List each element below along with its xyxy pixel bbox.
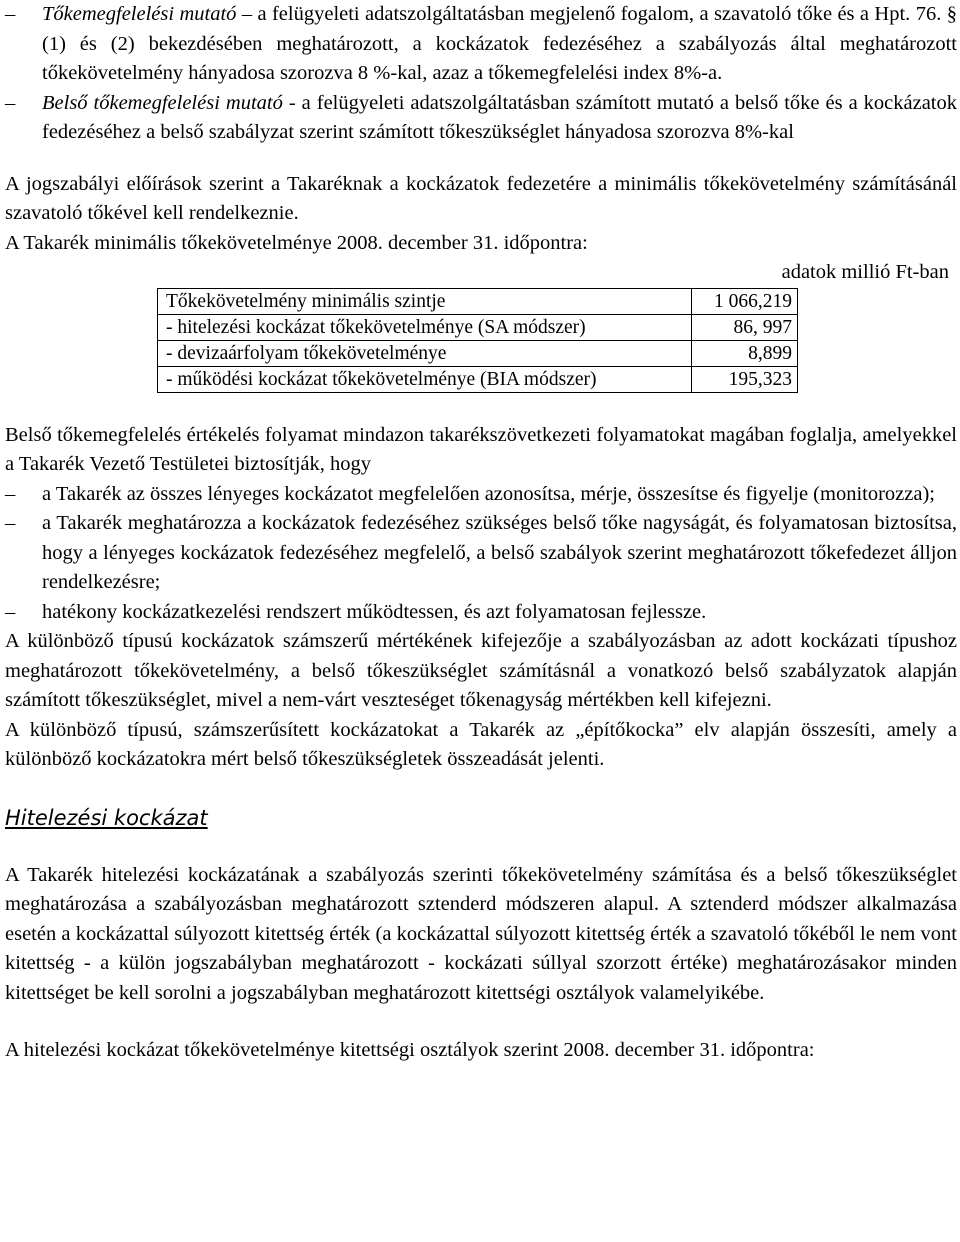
dash-bullet: –: [5, 600, 16, 623]
list-item-text: hatékony kockázatkezelési rendszert működtessen, és azt folyamatosan fejlessze.: [42, 600, 707, 623]
dash-bullet: –: [5, 3, 16, 25]
dash-bullet: –: [5, 482, 16, 505]
credit-risk-paragraph: A Takarék hitelezési kockázatának a szabályozás szerinti tőkekövetelmény számítása és a belső tőkeszükséglet meghatározása a szabályozásban meghatározott sztenderd módszeren alapul. A sztenderd módszer alkalmazása esetén a kockázattal súlyozott kitettség érték (a kockázattal súlyozott kitettség érték a szavatoló tőkéből le nem vont kitettség - a külön jogszabályban meghatározott - kockázati súllyal szorzott értéke) meghatározásakor minden kitettséget be kell sorolni a jogszabályban meghatározott kitettségi osztályok valamelyikébe.: [5, 863, 957, 1004]
list-item: [5, 509, 957, 598]
table-row: [158, 340, 798, 366]
list-item: [5, 480, 957, 510]
unit-note: adatok millió Ft-ban: [781, 261, 949, 283]
definition-term: Belső tőkemegfelelési mutató: [42, 91, 283, 114]
table-cell-value: 195,323: [692, 366, 798, 392]
definition-text: – a felügyeleti adatszolgáltatásban megjelenő fogalom, a szavatoló tőke és a Hpt. 76. § (1) és (2) bekezdésében meghatározott, a kockázatok fedezéséhez a szabályozás által meghatározott tőkekövetelmény hányadosa szorozva 8 %-kal, azaz a tőkemegfelelési index 8%-a.: [42, 3, 957, 84]
capital-requirement-table: [157, 288, 798, 393]
definition-item: [5, 0, 957, 89]
table-row: [158, 314, 798, 340]
dash-bullet: –: [5, 512, 16, 534]
table-row: [158, 366, 798, 392]
definition-item: [5, 89, 957, 148]
table-cell-label: - devizaárfolyam tőkekövetelménye: [158, 340, 692, 366]
list-item-text: a Takarék az összes lényeges kockázatot megfelelően azonosítsa, mérje, összesítse és figyelje (monitorozza);: [42, 482, 935, 505]
list-item: [5, 598, 957, 628]
intro-paragraph: A jogszabályi előírások szerint a Takaréknak a kockázatok fedezetére a minimális tőkekövetelmény számításánál szavatoló tőkével kell rendelkeznie.: [5, 172, 957, 224]
dash-bullet: –: [5, 91, 16, 114]
risk-types-paragraph: A különböző típusú kockázatok számszerű mértékének kifejezője a szabályozásban az adott kockázati típushoz meghatározott tőkekövetelmény, a belső tőkeszükséglet számításnál a vonatkozó belső szabályzatok alapján számított tőkeszükséglet, mivel a nem-várt veszteséget tőkenagyság mértékben kell kifejezni.: [5, 630, 957, 711]
document-page: [5, 0, 957, 1066]
definition-term: Tőkemegfelelési mutató: [42, 3, 237, 25]
definition-text: - a felügyeleti adatszolgáltatásban számított mutató a belső tőke és a kockázatok fedezéséhez a belső szabályzat szerint számított tőkeszükséglet hányadosa szorozva 8%-kal: [42, 91, 958, 143]
list-item-text: a Takarék meghatározza a kockázatok fedezéséhez szükséges belső tőke nagyságát, és folyamatosan biztosítsa, hogy a lényeges kockázatok fedezéséhez megfelelő, a belső szabályok szerint meghatározott tőkefedezet álljon rendelkezésre;: [42, 512, 957, 593]
building-block-paragraph: A különböző típusú, számszerűsített kockázatokat a Takarék az „építőkocka” elv alapján összesíti, amely a különböző kockázatokra mért belső tőkeszükségletek összeadását jelenti.: [5, 718, 957, 770]
table-cell-value: 86, 997: [692, 314, 798, 340]
table-cell-value: 1 066,219: [692, 288, 798, 314]
section-heading: Hitelezési kockázat: [5, 805, 208, 830]
table-row: [158, 288, 798, 314]
final-paragraph: A hitelezési kockázat tőkekövetelménye kitettségi osztályok szerint 2008. december 31. időpontra:: [5, 1039, 815, 1061]
table-cell-value: 8,899: [692, 340, 798, 366]
table-cell-label: Tőkekövetelmény minimális szintje: [158, 288, 692, 314]
table-cell-label: - működési kockázat tőkekövetelménye (BIA módszer): [158, 366, 692, 392]
table-title: A Takarék minimális tőkekövetelménye 2008. december 31. időpontra:: [5, 231, 588, 254]
evaluation-paragraph: Belső tőkemegfelelés értékelés folyamat mindazon takarékszövetkezeti folyamatokat magában foglalja, amelyekkel a Takarék Vezető Testületei biztosítják, hogy: [5, 423, 957, 475]
table-cell-label: - hitelezési kockázat tőkekövetelménye (SA módszer): [158, 314, 692, 340]
